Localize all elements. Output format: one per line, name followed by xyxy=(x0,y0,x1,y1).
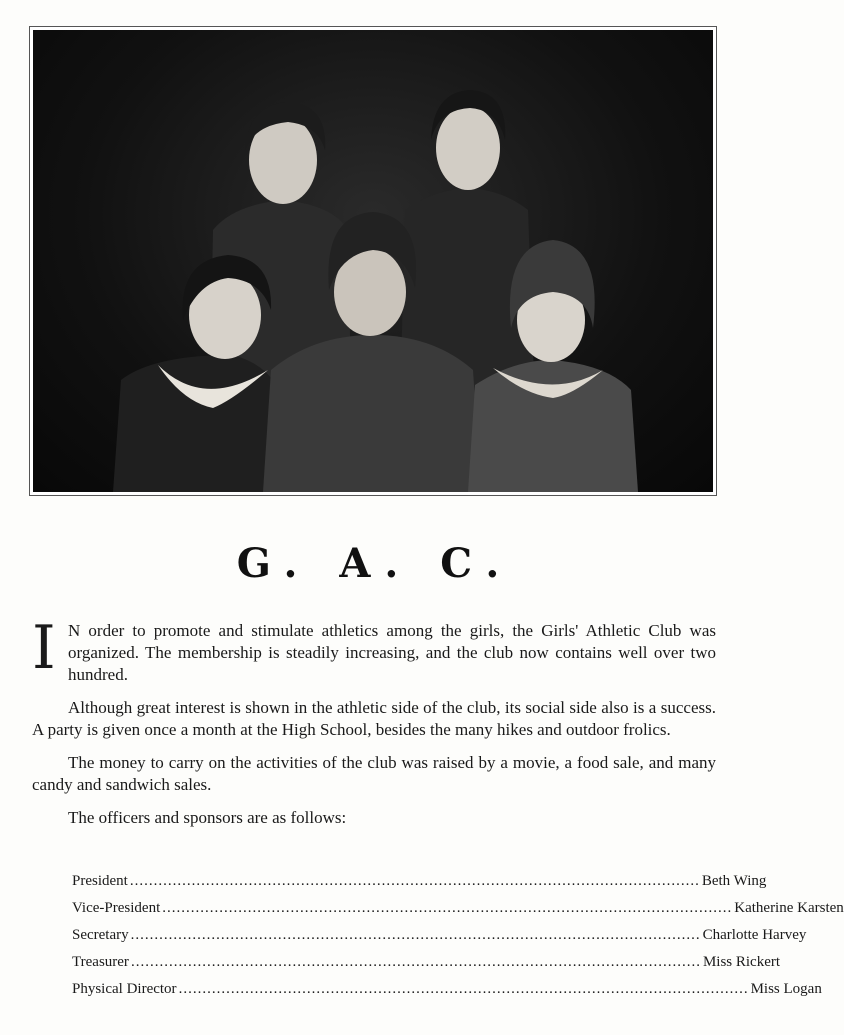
dot-leader: ........................................................................................................................ xyxy=(178,981,749,997)
paragraph-3: The money to carry on the activities of the club was raised by a movie, a food sale, and many candy and sandwich sales. xyxy=(32,753,716,794)
drop-cap: I xyxy=(32,613,56,683)
paragraph-1-text: N order to promote and stimulate athletics among the girls, the Girls' Athletic Club was organized. The membership is steadily increasing, and the club now contains well over two hundred. xyxy=(68,621,716,684)
officer-name: Beth Wing xyxy=(701,873,767,889)
dot-leader: ........................................................................................................................ xyxy=(130,927,701,943)
dot-leader: ........................................................................................................................ xyxy=(129,873,700,889)
officer-name: Charlotte Harvey xyxy=(702,927,807,943)
officers-list xyxy=(72,873,844,1008)
group-photo-illustration xyxy=(33,30,713,492)
group-photo xyxy=(33,30,713,492)
officer-row xyxy=(72,873,767,900)
dot-leader: ........................................................................................................................ xyxy=(162,900,733,916)
officer-name: Miss Rickert xyxy=(702,954,781,970)
officers-intro: The officers and sponsors are as follows: xyxy=(68,808,347,827)
page-title: G. A. C. xyxy=(236,540,514,587)
officer-row xyxy=(72,900,844,927)
officer-name: Katherine Karsten xyxy=(734,900,844,916)
officer-role: Physical Director xyxy=(72,981,177,997)
officer-name: Miss Logan xyxy=(750,981,822,997)
paragraph-2: Although great interest is shown in the athletic side of the club, its social side also is a success. A party is given once a month at the High School, besides the many hikes and outdoor frolics. xyxy=(32,698,716,739)
officer-row xyxy=(72,954,781,981)
officer-role: Secretary xyxy=(72,927,129,943)
officer-role: President xyxy=(72,873,128,889)
officer-row xyxy=(72,927,807,954)
dot-leader: ........................................................................................................................ xyxy=(130,954,701,970)
paragraph-1 xyxy=(32,613,716,686)
group-photo-frame xyxy=(29,26,717,496)
officer-row xyxy=(72,981,822,1008)
officer-role: Treasurer xyxy=(72,954,129,970)
officer-role: Vice-President xyxy=(72,900,161,916)
article-body xyxy=(32,613,716,837)
